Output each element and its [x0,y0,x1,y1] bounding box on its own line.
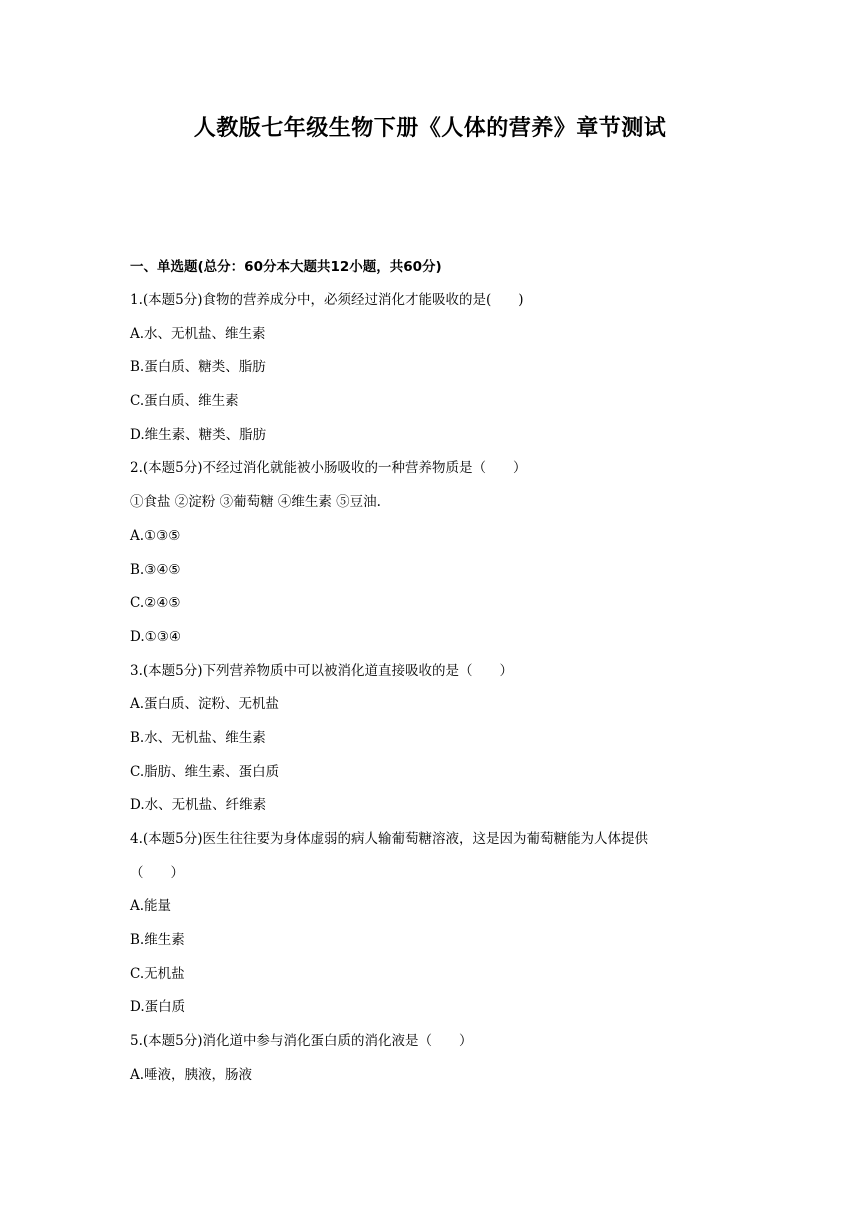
question-stem: 4.(本题5分)医生往往要为身体虚弱的病人输葡萄糖溶液，这是因为葡萄糖能为人体提供 [130,831,649,847]
answer-option: D.蛋白质 [130,999,186,1016]
answer-option: C.②④⑤ [130,595,181,612]
section-heading: 一、单选题(总分：60分本大题共12小题，共60分) [130,259,442,275]
question-stem-continuation: （ ） [130,864,184,881]
answer-option: B.蛋白质、糖类、脂肪 [130,359,266,376]
answer-option: A.唾液，胰液，肠液 [130,1066,253,1083]
answer-option: A.水、无机盐、维生素 [130,325,266,342]
question-list [130,290,740,1099]
answer-option: A.①③⑤ [130,527,181,544]
question-stem: 5.(本题5分)消化道中参与消化蛋白质的消化液是（ ） [130,1033,473,1050]
answer-option: D.水、无机盐、纤维素 [130,797,267,814]
answer-option: D.维生素、糖类、脂肪 [130,426,267,443]
answer-option: B.③④⑤ [130,561,181,578]
answer-option: C.脂肪、维生素、蛋白质 [130,763,280,780]
answer-option: B.水、无机盐、维生素 [130,729,266,746]
question-stem: 1.(本题5分)食物的营养成分中，必须经过消化才能吸收的是( ) [130,292,524,308]
question-stem: 2.(本题5分)不经过消化就能被小肠吸收的一种营养物质是（ ） [130,460,527,477]
answer-option: A.蛋白质、淀粉、无机盐 [130,696,280,713]
question-stem: 3.(本题5分)下列营养物质中可以被消化道直接吸收的是（ ） [130,662,514,679]
answer-option: C.无机盐 [130,965,185,982]
document-title: 人教版七年级生物下册《人体的营养》章节测试 [193,116,667,141]
answer-option: A.能量 [130,898,172,915]
answer-option: B.维生素 [130,932,185,949]
question-item-list: ①食盐 ②淀粉 ③葡萄糖 ④维生素 ⑤豆油. [130,494,381,511]
answer-option: C.蛋白质、维生素 [130,393,239,410]
answer-option: D.①③④ [130,628,181,645]
